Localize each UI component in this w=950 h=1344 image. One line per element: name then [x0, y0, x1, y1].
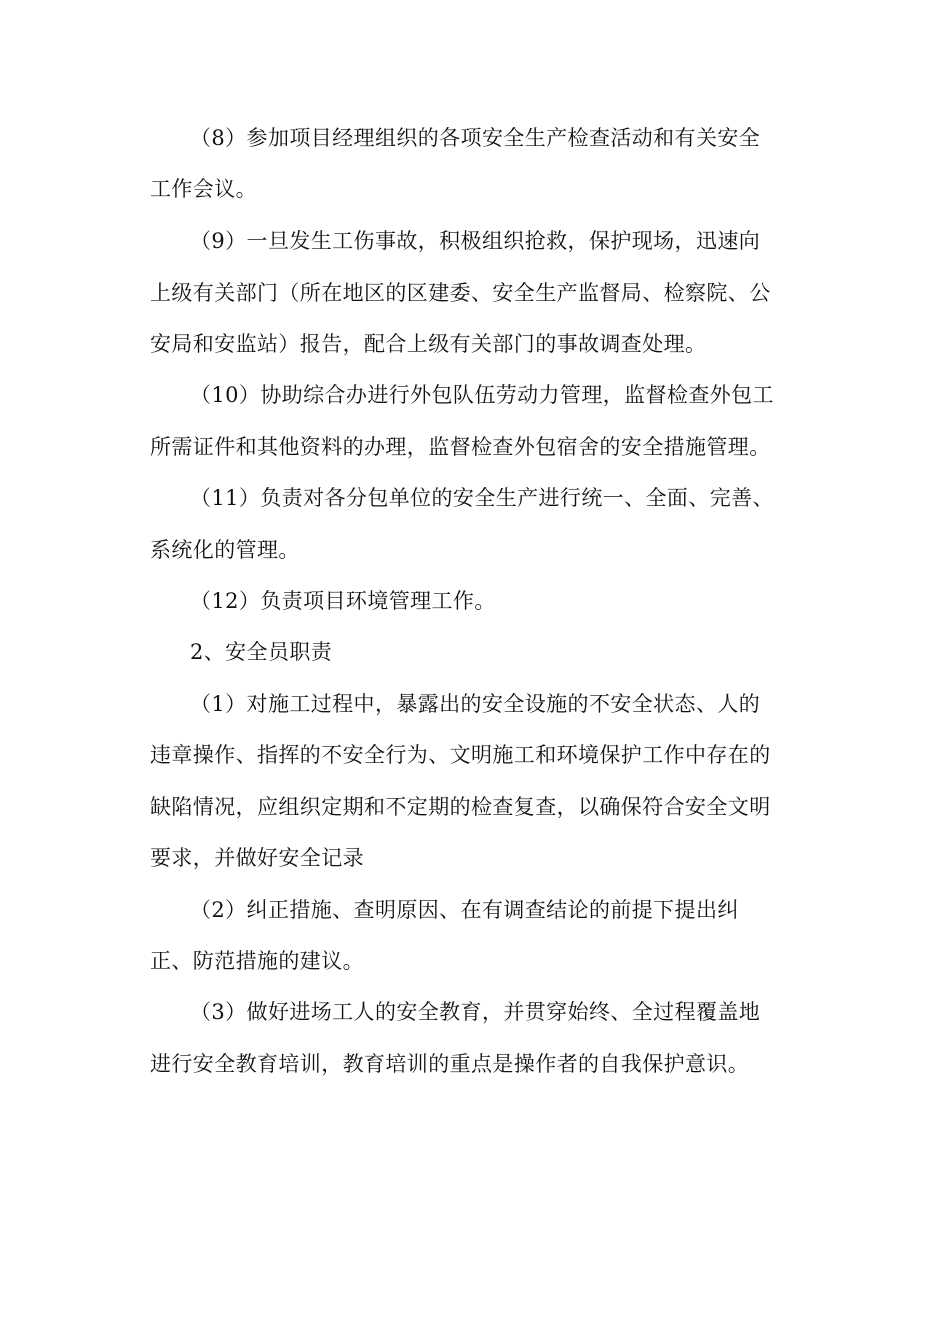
duty-2-line-1: （2）纠正措施、查明原因、在有调查结论的前提下提出纠	[190, 898, 739, 922]
paragraph-8-line-1: （8）参加项目经理组织的各项安全生产检查活动和有关安全	[190, 126, 761, 150]
paragraph-9-line-3: 安局和安监站）报告，配合上级有关部门的事故调查处理。	[150, 332, 707, 356]
duty-3-line-1: （3）做好进场工人的安全教育，并贯穿始终、全过程覆盖地	[190, 1000, 761, 1024]
paragraph-9-line-2: 上级有关部门（所在地区的区建委、安全生产监督局、检察院、公	[150, 281, 771, 305]
duty-3-line-2: 进行安全教育培训，教育培训的重点是操作者的自我保护意识。	[150, 1052, 750, 1076]
duty-2-line-2: 正、防范措施的建议。	[150, 949, 364, 973]
section-heading-safety-officer: 2、安全员职责	[190, 640, 333, 664]
duty-1-line-2: 违章操作、指挥的不安全行为、文明施工和环境保护工作中存在的	[150, 743, 771, 767]
paragraph-12: （12）负责项目环境管理工作。	[190, 589, 496, 613]
paragraph-10-line-1: （10）协助综合办进行外包队伍劳动力管理，监督检查外包工	[190, 383, 774, 407]
paragraph-10-line-2: 所需证件和其他资料的办理，监督检查外包宿舍的安全措施管理。	[150, 435, 771, 459]
duty-1-line-4: 要求，并做好安全记录	[150, 846, 364, 870]
paragraph-11-line-2: 系统化的管理。	[150, 538, 300, 562]
paragraph-8-line-2: 工作会议。	[150, 177, 257, 201]
duty-1-line-1: （1）对施工过程中，暴露出的安全设施的不安全状态、人的	[190, 692, 761, 716]
paragraph-11-line-1: （11）负责对各分包单位的安全生产进行统一、全面、完善、	[190, 486, 774, 510]
duty-1-line-3: 缺陷情况，应组织定期和不定期的检查复查，以确保符合安全文明	[150, 795, 771, 819]
paragraph-9-line-1: （9）一旦发生工伤事故，积极组织抢救，保护现场，迅速向	[190, 229, 761, 253]
